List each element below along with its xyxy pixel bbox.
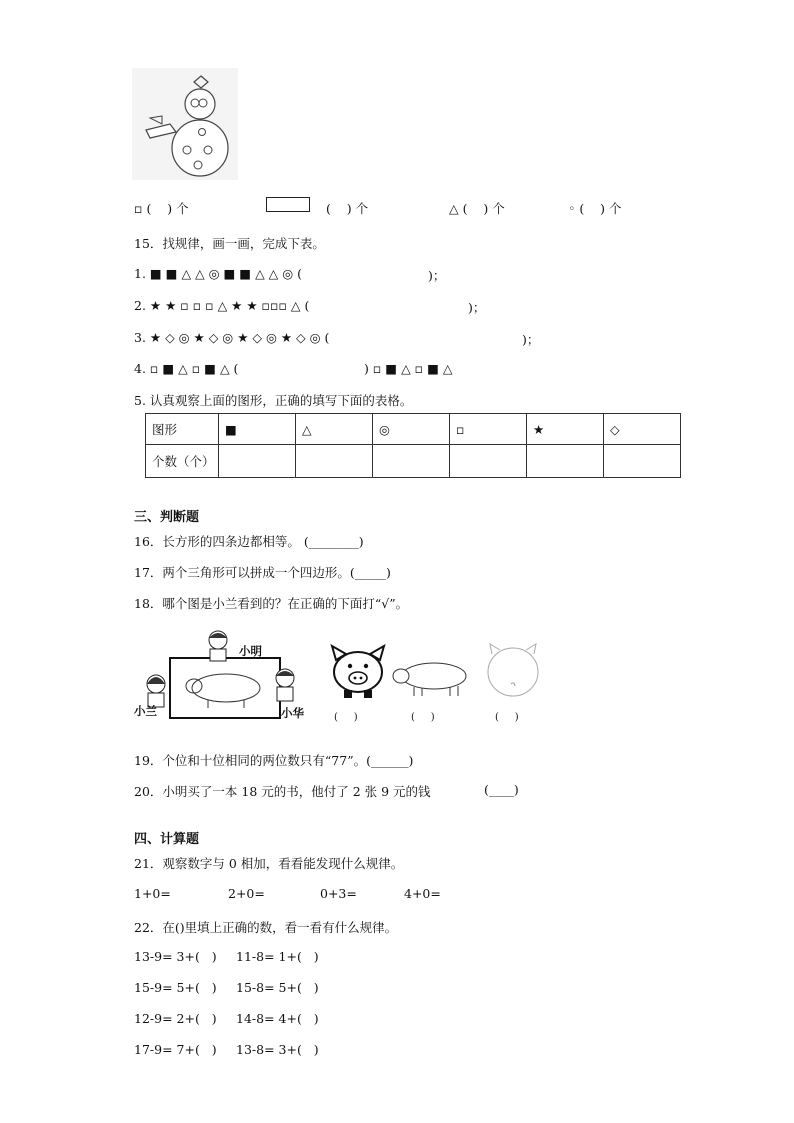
q18: 18．哪个图是小兰看到的？在正确的下面打“√”。: [134, 596, 409, 611]
q15-pattern-3-end: )；: [522, 332, 540, 347]
table-row: [146, 445, 681, 478]
q15-pattern-2: 2. ★ ★ ▫ ▫ ▫ △ ★ ★ ▫▫▫ △ (: [134, 298, 310, 313]
pig-side-view: [392, 656, 472, 698]
section-3-title: 三、判断题: [134, 510, 200, 525]
q15-pattern-1-end: )；: [428, 268, 446, 283]
count-rectangle: ( ) 个: [326, 201, 369, 216]
q22-right-item: 14-8= 4+( ): [236, 1011, 319, 1026]
q22-left-item: 15-9= 5+( ): [134, 980, 217, 995]
shape-count-table: [145, 413, 681, 478]
q15-pattern-4: 4. ▫ ■ △ ▫ ■ △ (: [134, 361, 239, 376]
q22-left-item: 17-9= 7+( ): [134, 1042, 217, 1057]
q22-right-item: 15-8= 5+( ): [236, 980, 319, 995]
count-triangle: △ ( ) 个: [449, 201, 505, 216]
option-a-paren[interactable]: ( ): [334, 712, 358, 723]
table-header-cell: ■: [219, 414, 296, 445]
q22-left-item: 13-9= 3+( ): [134, 949, 217, 964]
q21-item: 1+0=: [134, 886, 171, 901]
table-answer-cell[interactable]: [219, 445, 296, 478]
table-row: [146, 414, 681, 445]
table-row-label: 个数（个）: [146, 445, 219, 478]
q20-blank[interactable]: (____): [484, 782, 519, 797]
table-answer-cell[interactable]: [450, 445, 527, 478]
count-circle: ◦ ( ) 个: [568, 201, 622, 216]
table-answer-cell[interactable]: [373, 445, 450, 478]
table-header-cell: △: [296, 414, 373, 445]
snowman-figure: [132, 68, 238, 180]
section-4-title: 四、计算题: [134, 832, 200, 847]
q15-title: 15．找规律，画一画，完成下表。: [134, 236, 325, 251]
pig-back-view: [484, 640, 542, 700]
pig-front-view: [330, 638, 386, 700]
q15-pattern-4-end: ) ▫ ■ △ ▫ ■ △: [364, 361, 453, 376]
table-answer-cell[interactable]: [527, 445, 604, 478]
q22-right-item: 11-8= 1+( ): [236, 949, 319, 964]
q19: 19．个位和十位相同的两位数只有“77”。(______): [134, 753, 414, 768]
q21: 21．观察数字与 0 相加，看看能发现什么规律。: [134, 856, 404, 871]
q15-pattern-2-end: )；: [468, 300, 486, 315]
table-answer-cell[interactable]: [604, 445, 681, 478]
table-header-cell: ◎: [373, 414, 450, 445]
q15-pattern-1: 1. ■ ■ △ △ ◎ ■ ■ △ △ ◎ (: [134, 266, 303, 281]
q15-part-5: 5. 认真观察上面的图形，正确的填写下面的表格。: [134, 393, 413, 408]
table-answer-cell[interactable]: [296, 445, 373, 478]
q21-item: 0+3=: [320, 886, 357, 901]
option-b-paren[interactable]: ( ): [411, 712, 435, 723]
table-header-cell: 图形: [146, 414, 219, 445]
count-square: ▫ ( ) 个: [134, 201, 189, 216]
q22: 22．在()里填上正确的数，看一看有什么规律。: [134, 920, 398, 935]
q16: 16．长方形的四条边都相等。 (________): [134, 534, 364, 549]
q20: 20．小明买了一本 18 元的书，他付了 2 张 9 元的钱: [134, 784, 431, 799]
q15-pattern-3: 3. ★ ◇ ◎ ★ ◇ ◎ ★ ◇ ◎ ★ ◇ ◎ (: [134, 330, 330, 345]
option-c-paren[interactable]: ( ): [495, 712, 519, 723]
label-xiaolan: 小兰: [134, 704, 157, 718]
q21-item: 2+0=: [228, 886, 265, 901]
rectangle-shape: [266, 197, 310, 212]
label-xiaohua: 小华: [281, 706, 304, 720]
table-header-cell: ◇: [604, 414, 681, 445]
table-header-cell: ★: [527, 414, 604, 445]
label-xiaoming: 小明: [239, 644, 262, 658]
q21-item: 4+0=: [404, 886, 441, 901]
q17: 17．两个三角形可以拼成一个四边形。(_____): [134, 565, 391, 580]
table-header-cell: ▫: [450, 414, 527, 445]
q22-left-item: 12-9= 2+( ): [134, 1011, 217, 1026]
q22-right-item: 13-8= 3+( ): [236, 1042, 319, 1057]
